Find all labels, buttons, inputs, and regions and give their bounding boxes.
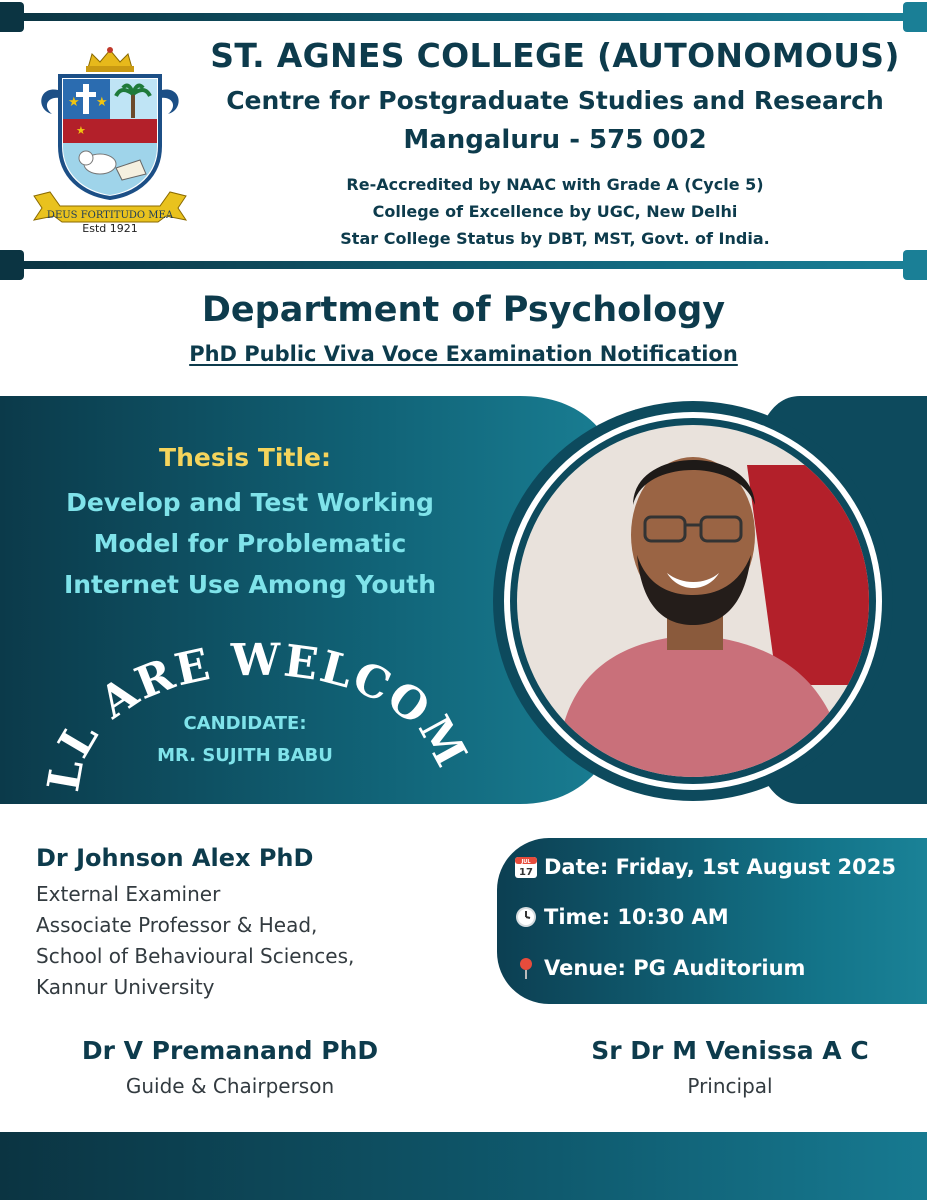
crown-icon [86,47,134,72]
college-crest-logo [30,46,190,232]
svg-text:JUL: JUL [521,859,531,865]
guide-name: Dr V Premanand PhD [81,1036,379,1065]
svg-text:★: ★ [68,95,80,110]
accreditation-dbt: Star College Status by DBT, MST, Govt. of India. [340,229,770,248]
svg-text:DEUS FORTITUDO MEA: DEUS FORTITUDO MEA [46,210,174,221]
top-divider-bar [0,10,927,24]
svg-text:★: ★ [76,124,86,137]
accreditation-ugc: College of Excellence by UGC, New Delhi [372,202,738,221]
external-examiner-detail: External Examiner [36,882,221,906]
guide-role: Guide & Chairperson [125,1074,335,1098]
thesis-label: Thesis Title: [159,443,331,472]
calendar-icon [514,855,538,879]
thesis-title [30,482,470,605]
thesis-title-line: Model for Problematic [93,529,407,558]
accreditation-naac: Re-Accredited by NAAC with Grade A (Cycle 5) [346,175,764,194]
external-examiner-detail: School of Behavioural Sciences, [36,944,355,968]
svg-text:★: ★ [96,95,108,110]
centre-name: Centre for Postgraduate Studies and Research [226,86,884,115]
svg-text:Estd 1921: Estd 1921 [82,222,138,232]
principal-name: Sr Dr M Venissa A C [591,1036,869,1065]
college-name: ST. AGNES COLLEGE (AUTONOMOUS) [210,36,900,75]
footer-band [0,1132,927,1200]
external-examiner-detail: Associate Professor & Head, [36,913,318,937]
external-examiner-name: Dr Johnson Alex PhD [36,844,314,872]
candidate-name: MR. SUJITH BABU [157,745,333,766]
all-are-welcome-arc [40,600,480,810]
event-date: JUL 17 Date: Friday, 1st August 2025 [514,855,896,879]
thesis-title-line: Develop and Test Working [66,488,434,517]
college-city: Mangaluru - 575 002 [403,125,707,155]
svg-text:ALL ARE WELCOME!: LL ARE WELCOM [40,634,478,796]
event-venue: Venue: PG Auditorium [514,956,805,980]
external-examiner-detail: Kannur University [36,975,215,999]
candidate-photo [517,425,869,777]
department-title: Department of Psychology [201,290,726,330]
principal-role: Principal [687,1074,773,1098]
clock-icon [514,905,538,929]
notification-heading: PhD Public Viva Voce Examination Notification [189,342,738,366]
thesis-title-line: Internet Use Among Youth [63,570,437,599]
svg-text:17: 17 [519,867,533,878]
location-pin-icon [514,956,538,980]
candidate-label: CANDIDATE: [183,713,307,734]
header-divider-bar [0,258,927,272]
event-time: Time: 10:30 AM [514,905,729,929]
